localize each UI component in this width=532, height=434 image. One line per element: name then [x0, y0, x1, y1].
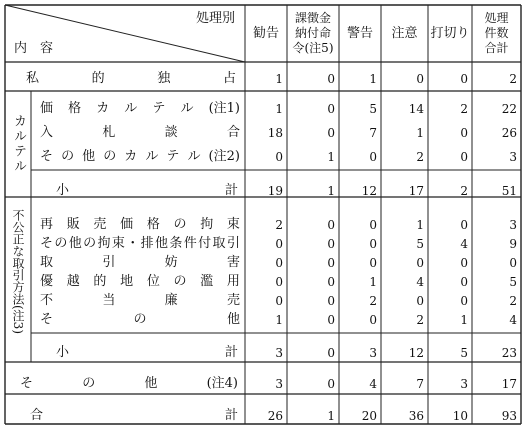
column-header-line: 打切り — [430, 26, 470, 41]
table-cell: 3 — [460, 377, 468, 391]
table-cell: 0 — [275, 237, 283, 251]
table-cell: 5 — [509, 275, 517, 289]
label-char: 格 — [146, 217, 160, 232]
table-cell: 2 — [416, 150, 424, 164]
table-cell: 0 — [416, 256, 424, 270]
label-char: 拘 — [200, 217, 214, 232]
column-header-line: 処理 — [484, 11, 509, 25]
label-char: ル — [180, 101, 194, 116]
table-cell: 0 — [275, 275, 283, 289]
row-label-price-cartel — [40, 101, 240, 117]
table-cell: 18 — [267, 126, 283, 140]
label-char: 売 — [226, 293, 240, 308]
table-cell: 1 — [275, 313, 283, 327]
table-cell: 2 — [509, 72, 517, 86]
table-cell: 26 — [267, 409, 283, 423]
table-cell: 0 — [460, 126, 468, 140]
label-char: 害 — [226, 255, 240, 270]
table-cell: 93 — [501, 409, 517, 423]
label-char: 他 — [155, 236, 169, 251]
label-char: 販 — [66, 217, 80, 232]
label-char: 束 — [226, 217, 240, 232]
table-cell: 2 — [460, 184, 468, 198]
row-label-private-monopoly — [26, 71, 236, 87]
label-char: そ — [40, 236, 54, 251]
table-cell: 1 — [416, 126, 424, 140]
row-label-bid-rigging — [40, 125, 240, 141]
label-char: 付 — [198, 236, 212, 251]
column-header — [428, 26, 472, 41]
label-char: 価 — [120, 217, 134, 232]
row-label-other-unfair — [40, 312, 240, 328]
table-cell: 17 — [501, 377, 517, 391]
label-char: カ — [124, 149, 138, 164]
table-cell: 19 — [267, 184, 283, 198]
table-cell: 12 — [408, 346, 424, 360]
label-char: 地 — [120, 274, 134, 289]
label-char: 小 — [56, 345, 70, 360]
table-cell: 36 — [408, 409, 424, 423]
label-char: 他 — [144, 376, 158, 391]
label-char: 占 — [222, 71, 236, 86]
header-diag-bottom: 内 容 — [14, 41, 54, 56]
row-label-abuse-dominance — [40, 274, 240, 290]
table-cell: 0 — [327, 346, 335, 360]
label-char: 濫 — [200, 274, 214, 289]
label-char: の — [82, 376, 96, 391]
label-char: 不 — [40, 293, 54, 308]
group-label-unfair-trade: 不公正な取引方法(注3) — [11, 209, 25, 334]
table-cell: 20 — [361, 409, 377, 423]
label-char: 取 — [40, 255, 54, 270]
label-char: 売 — [93, 217, 107, 232]
table-cell: 1 — [275, 102, 283, 116]
table-cell: 0 — [327, 72, 335, 86]
label-char: 当 — [102, 293, 116, 308]
column-header-line: 課徴金 — [294, 11, 331, 25]
column-header — [381, 26, 428, 41]
table-cell: 0 — [509, 256, 517, 270]
label-char: 位 — [146, 274, 160, 289]
label-char: 拘 — [97, 236, 111, 251]
table-cell: 2 — [509, 294, 517, 308]
label-char: 排 — [140, 236, 154, 251]
label-char: カ — [96, 101, 110, 116]
table-cell: 10 — [452, 409, 468, 423]
table-cell: 17 — [408, 184, 424, 198]
label-char: (注1) — [208, 101, 240, 116]
table-cell: 0 — [327, 237, 335, 251]
table-cell: 51 — [501, 184, 517, 198]
label-char: (注2) — [208, 149, 240, 164]
label-char: 優 — [40, 274, 54, 289]
label-char: の — [54, 236, 68, 251]
column-header — [287, 11, 339, 56]
table-cell: 1 — [327, 409, 335, 423]
table-cell: 22 — [501, 102, 517, 116]
label-char: 合 — [30, 408, 44, 423]
label-char: そ — [40, 149, 54, 164]
label-char: 束 — [111, 236, 125, 251]
table-cell: 1 — [327, 150, 335, 164]
column-header-line: 合計 — [484, 41, 509, 55]
table-cell: 2 — [416, 313, 424, 327]
column-header-line: 警告 — [346, 26, 373, 41]
table-cell: 0 — [369, 313, 377, 327]
table-cell: 0 — [460, 256, 468, 270]
label-char: 再 — [40, 217, 54, 232]
table-cell: 23 — [501, 346, 517, 360]
table-cell: 4 — [509, 313, 517, 327]
table-cell: 0 — [416, 72, 424, 86]
table-cell: 0 — [327, 218, 335, 232]
table-cell: 1 — [416, 218, 424, 232]
row-label-other-cartel — [40, 149, 240, 165]
label-char: 越 — [66, 274, 80, 289]
table-cell: 0 — [275, 294, 283, 308]
label-char: そ — [20, 376, 34, 391]
table-cell: 5 — [416, 237, 424, 251]
table-cell: 0 — [327, 102, 335, 116]
label-char: 取 — [212, 236, 226, 251]
table-cell: 4 — [416, 275, 424, 289]
table-cell: 0 — [369, 237, 377, 251]
column-header — [339, 26, 381, 41]
label-char: 談 — [164, 125, 178, 140]
label-char: 私 — [26, 71, 40, 86]
label-char: 的 — [91, 71, 105, 86]
table-cell: 4 — [460, 237, 468, 251]
label-char: 引 — [226, 236, 240, 251]
table-cell: 0 — [327, 275, 335, 289]
table-cell: 0 — [327, 256, 335, 270]
label-char: の — [173, 274, 187, 289]
table-cell: 3 — [369, 346, 377, 360]
table-cell: 0 — [327, 377, 335, 391]
table-cell: 0 — [460, 294, 468, 308]
row-label-total — [30, 408, 238, 424]
label-char: 廉 — [164, 293, 178, 308]
table-cell: 0 — [275, 150, 283, 164]
label-char: 引 — [102, 255, 116, 270]
label-char: の — [61, 149, 75, 164]
label-char: テ — [152, 101, 166, 116]
table-cell: 0 — [369, 150, 377, 164]
table-cell: 0 — [327, 126, 335, 140]
table-cell: 1 — [369, 275, 377, 289]
group-label-cartel: カルテル — [11, 114, 26, 174]
column-header-line: 注意 — [391, 26, 418, 41]
row-label-other-restraint — [40, 236, 240, 252]
label-char: の — [103, 149, 117, 164]
label-char: 入 — [40, 125, 54, 140]
label-char: 件 — [183, 236, 197, 251]
label-char: 他 — [82, 149, 96, 164]
table-cell: 26 — [501, 126, 517, 140]
label-char: 計 — [224, 345, 238, 360]
column-header-line: 件数 — [484, 26, 509, 40]
table-cell: 4 — [369, 377, 377, 391]
label-char: 格 — [68, 101, 82, 116]
table-cell: 3 — [275, 377, 283, 391]
label-char: の — [133, 312, 147, 327]
label-char: 他 — [226, 312, 240, 327]
table-cell: 0 — [460, 218, 468, 232]
column-header-line: 令(注5) — [292, 41, 334, 55]
table-cell: 7 — [416, 377, 424, 391]
label-char: (注4) — [206, 376, 238, 391]
label-char: 価 — [40, 101, 54, 116]
label-char: 札 — [102, 125, 116, 140]
table-cell: 14 — [408, 102, 424, 116]
table-cell: 0 — [369, 218, 377, 232]
row-label-unfair-subtotal — [56, 345, 238, 361]
table-cell: 12 — [361, 184, 377, 198]
label-char: の — [83, 236, 97, 251]
label-char: テ — [166, 149, 180, 164]
column-header — [472, 11, 521, 56]
label-char: 的 — [93, 274, 107, 289]
label-char: ル — [145, 149, 159, 164]
header-diag-top: 処理別 — [196, 11, 236, 26]
table-cell: 0 — [369, 256, 377, 270]
table-cell: 1 — [460, 313, 468, 327]
table-cell: 2 — [369, 294, 377, 308]
table-cell: 2 — [460, 102, 468, 116]
table-cell: 1 — [275, 72, 283, 86]
row-label-trade-interference — [40, 255, 240, 271]
label-char: ル — [187, 149, 201, 164]
label-char: 合 — [226, 125, 240, 140]
table-cell: 7 — [369, 126, 377, 140]
table-cell: 5 — [460, 346, 468, 360]
table-cell: 0 — [275, 256, 283, 270]
label-char: 計 — [224, 183, 238, 198]
table-cell: 0 — [460, 275, 468, 289]
table-cell: 0 — [460, 150, 468, 164]
row-label-resale-price — [40, 217, 240, 233]
row-label-cartel-subtotal — [56, 183, 238, 199]
table-cell: 3 — [509, 150, 517, 164]
label-char: 独 — [157, 71, 171, 86]
label-char: 妨 — [164, 255, 178, 270]
table-cell: 0 — [416, 294, 424, 308]
label-char: 他 — [68, 236, 82, 251]
label-char: 小 — [56, 183, 70, 198]
label-char: 用 — [226, 274, 240, 289]
column-header-line: 勧告 — [252, 26, 279, 41]
table-cell: 2 — [275, 218, 283, 232]
table-cell: 0 — [460, 72, 468, 86]
column-header-line: 納付命 — [294, 26, 331, 40]
label-char: ・ — [126, 236, 140, 251]
label-char: 条 — [169, 236, 183, 251]
table-cell: 5 — [369, 102, 377, 116]
row-label-others — [20, 376, 238, 392]
label-char: 計 — [224, 408, 238, 423]
table-cell: 0 — [327, 294, 335, 308]
label-char: ル — [124, 101, 138, 116]
column-header — [245, 26, 287, 41]
label-char: そ — [40, 312, 54, 327]
table-cell: 1 — [369, 72, 377, 86]
label-char: の — [173, 217, 187, 232]
table-cell: 3 — [275, 346, 283, 360]
table-cell: 0 — [327, 313, 335, 327]
row-label-unjust-low-price — [40, 293, 240, 309]
table-cell: 1 — [327, 184, 335, 198]
table-cell: 3 — [509, 218, 517, 232]
table-cell: 9 — [509, 237, 517, 251]
